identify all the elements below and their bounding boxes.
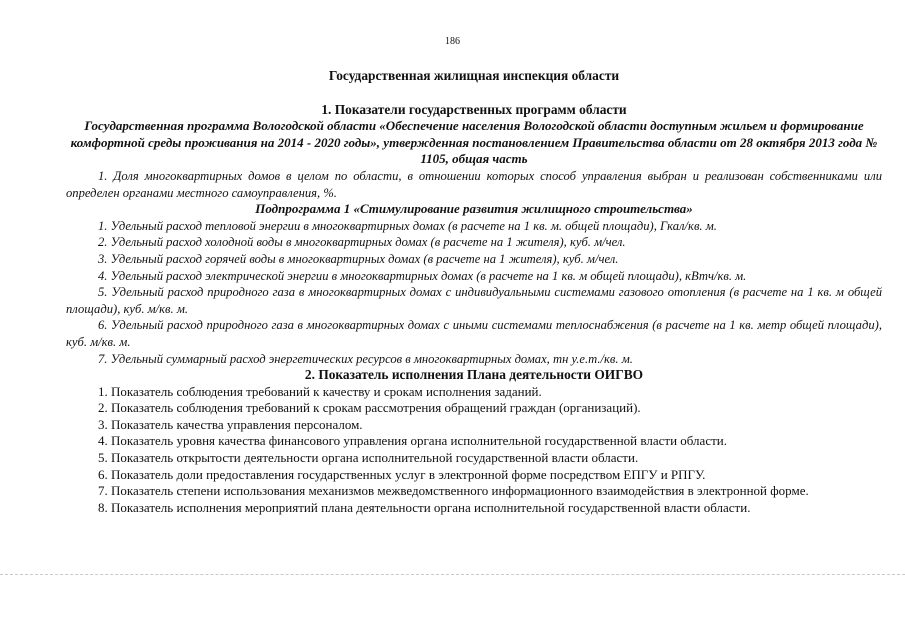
subprogram-item: 1. Удельный расход тепловой энергии в многоквартирных домах (в расчете на 1 кв. м. общей площади), Гкал/кв. м.: [98, 218, 717, 233]
subprogram-item: 4. Удельный расход электрической энергии в многоквартирных домах (в расчете на 1 кв. м общей площади), кВтч/кв. м.: [98, 268, 747, 283]
subprogram-title: Подпрограмма 1 «Стимулирование развития жилищного строительства»: [255, 201, 693, 217]
subprogram-item: 3. Удельный расход горячей воды в многоквартирных домах (в расчете на 1 жителя), куб. м/чел.: [98, 251, 619, 266]
subprogram-item: 7. Удельный суммарный расход энергетических ресурсов в многоквартирных домах, тн у.е.т./кв. м.: [98, 351, 633, 366]
subprogram-item: 5. Удельный расход природного газа в многоквартирных домах с индивидуальными системами газового отопления (в расчете на 1 кв. м общей площади), куб. м/кв. м.: [66, 285, 882, 316]
main-heading: Государственная жилищная инспекция области: [328, 68, 620, 83]
section-2-list: [66, 384, 882, 517]
document-body: [66, 62, 882, 516]
indicator-item: 1. Показатель соблюдения требований к качеству и срокам исполнения заданий.: [98, 383, 542, 399]
program-title: Государственная программа Вологодской области «Обеспечение населения Вологодской области доступным жильем и формирование комфортной среды проживания на 2014 - 2020 годы», утвержденная постановлением Правительства области от 28 октября 2013 года № 1105, общая часть: [70, 118, 878, 167]
indicator-item: 2. Показатель соблюдения требований к срокам рассмотрения обращений граждан (организаций).: [98, 400, 641, 416]
subprogram-list: [66, 218, 882, 367]
page-divider: [0, 574, 905, 575]
section-2-title: 2. Показатель исполнения Плана деятельности ОИГВО: [304, 367, 644, 383]
indicator-item: 3. Показатель качества управления персоналом.: [98, 416, 363, 432]
page-number: 186: [445, 36, 460, 47]
indicator-item: 7. Показатель степени использования механизмов межведомственного информационного взаимодействия в электронной форме.: [98, 483, 809, 499]
spacer: [66, 85, 882, 102]
subprogram-item: 6. Удельный расход природного газа в многоквартирных домах с иными системами теплоснабжения (в расчете на 1 кв. метр общей площади), куб. м/кв. м.: [66, 318, 882, 349]
section-1-title: 1. Показатели государственных программ области: [321, 101, 627, 117]
indicator-item: 6. Показатель доли предоставления государственных услуг в электронной форме посредством ЕПГУ и РПГУ.: [98, 466, 706, 482]
subprogram-item: 2. Удельный расход холодной воды в многоквартирных домах (в расчете на 1 жителя), куб. м/чел.: [98, 235, 626, 250]
indicator-item: 8. Показатель исполнения мероприятий плана деятельности органа исполнительной государственной власти области.: [98, 499, 751, 515]
program-item: 1. Доля многоквартирных домов в целом по области, в отношении которых способ управления выбран и реализован собственниками или определен органами местного самоуправления, %.: [66, 168, 882, 200]
indicator-item: 5. Показатель открытости деятельности органа исполнительной государственной власти области.: [98, 450, 639, 466]
indicator-item: 4. Показатель уровня качества финансового управления органа исполнительной государственной власти области.: [98, 433, 727, 449]
